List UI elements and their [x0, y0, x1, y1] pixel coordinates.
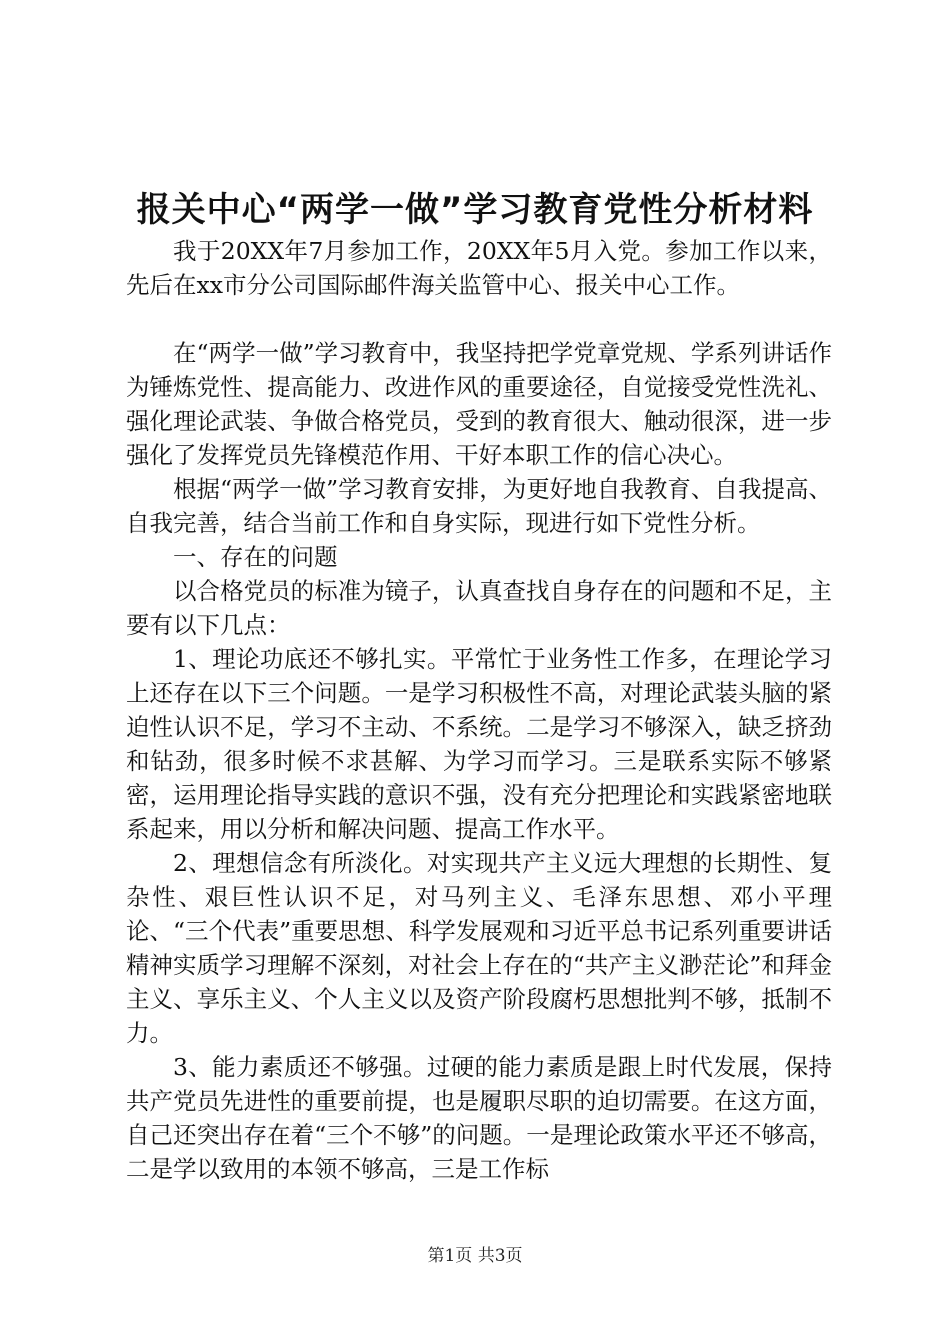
paragraph-problem-2: 2、理想信念有所淡化。对实现共产主义远大理想的长期性、复杂性、艰巨性认识不足，对马列主义、毛泽东思想、邓小平理论、“三个代表”重要思想、科学发展观和习近平总书记系列重要讲话精神实质学习理解不深刻，对社会上存在的“共产主义渺茫论”和拜金主义、享乐主义、个人主义以及资产阶段腐朽思想批判不够，抵制不力。 — [126, 849, 832, 1047]
section-heading-problems: 一、存在的问题 — [173, 543, 338, 571]
paragraph-problem-3: 3、能力素质还不够强。过硬的能力素质是跟上时代发展，保持共产党员先进性的重要前提，也是履职尽职的迫切需要。在这方面，自己还突出存在着“三个不够”的问题。一是理论政策水平还不够高，二是学以致用的本领不够高，三是工作标 — [126, 1053, 832, 1183]
document-body — [126, 234, 832, 1186]
paragraph-analysis-purpose: 根据“两学一做”学习教育安排，为更好地自我教育、自我提高、自我完善，结合当前工作和自身实际，现进行如下党性分析。 — [126, 475, 832, 537]
page-number-footer: 第1页 共3页 — [427, 1246, 523, 1266]
paragraph-problem-1: 1、理论功底还不够扎实。平常忙于业务性工作多，在理论学习上还存在以下三个问题。一是学习积极性不高，对理论武装头脑的紧迫性认识不足，学习不主动、不系统。二是学习不够深入，缺乏挤劲和钻劲，很多时候不求甚解、为学习而学习。三是联系实际不够紧密，运用理论指导实践的意识不强，没有充分把理论和实践紧密地联系起来，用以分析和解决问题、提高工作水平。 — [126, 645, 832, 843]
paragraph-intro: 我于20XX年7月参加工作，20XX年5月入党。参加工作以来，先后在xx市分公司国际邮件海关监管中心、报关中心工作。 — [126, 237, 832, 299]
paragraph-study-education: 在“两学一做”学习教育中，我坚持把学党章党规、学系列讲话作为锤炼党性、提高能力、改进作风的重要途径，自觉接受党性洗礼、强化理论武装、争做合格党员，受到的教育很大、触动很深，进一步强化了发挥党员先锋模范作用、干好本职工作的信心决心。 — [126, 339, 832, 469]
document-title: 报关中心“两学一做”学习教育党性分析材料 — [136, 190, 814, 230]
paragraph-problems-intro: 以合格党员的标准为镜子，认真查找自身存在的问题和不足，主要有以下几点： — [126, 577, 832, 639]
